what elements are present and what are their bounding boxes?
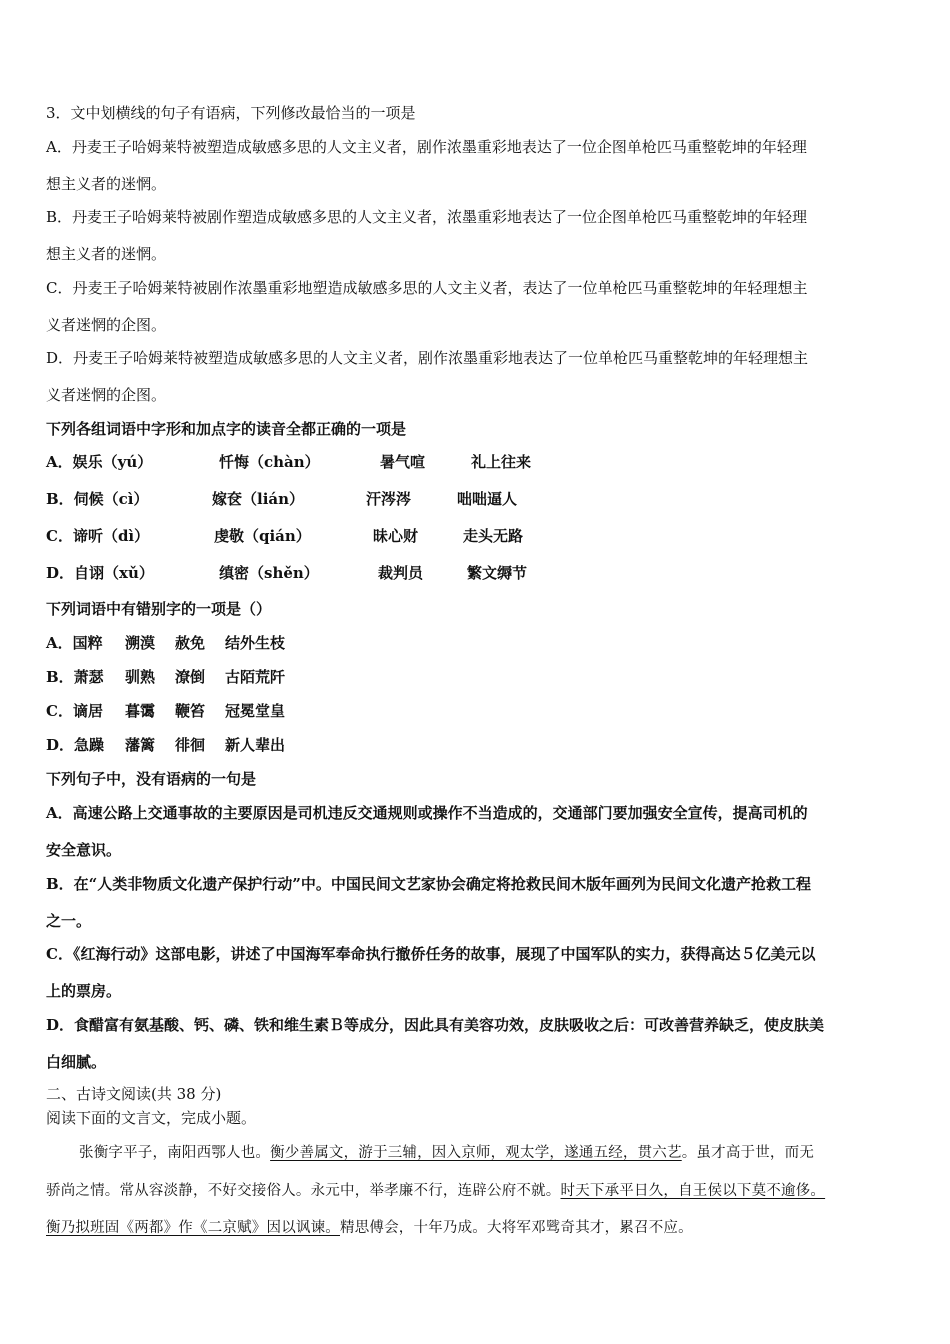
- q5-c-word3: 鞭笞: [175, 702, 206, 720]
- q6-option-b-line2: 之一。: [46, 912, 92, 930]
- q3-option-d-line1: D．丹麦王子哈姆莱特被塑造成敏感多思的人文主义者，剧作浓墨重彩地表达了一位单枪匹马重整乾坤的年轻理想主: [46, 349, 809, 367]
- q5-a-word1: A．国粹: [46, 634, 103, 652]
- q3-option-c-line1: C．丹麦王子哈姆莱特被剧作浓墨重彩地塑造成敏感多思的人文主义者，表达了一位单枪匹马重整乾坤的年轻理想主: [46, 279, 808, 297]
- q6-option-a-line2: 安全意识。: [46, 841, 122, 859]
- q5-c-word1: C．谪居: [46, 702, 103, 720]
- q3-option-d-line2: 义者迷惘的企图。: [46, 386, 167, 404]
- q4-d-word4: 繁文缛节: [467, 564, 528, 582]
- q6-option-d-line1: D．食醋富有氨基酸、钙、磷、铁和维生素Ｂ等成分，因此具有美容功效，皮肤吸收之后：可改善营养缺乏，使皮肤美: [46, 1016, 825, 1034]
- q5-d-word3: 徘徊: [175, 736, 206, 754]
- passage-line-1: [79, 1143, 814, 1163]
- q5-stem: 下列词语中有错别字的一项是（）: [46, 600, 272, 618]
- q5-d-word2: 藩篱: [125, 736, 156, 754]
- q4-c-word1: C．谛听（dì）: [46, 527, 150, 545]
- q3-option-c-line2: 义者迷惘的企图。: [46, 316, 167, 334]
- q6-option-d-line2: 白细腻。: [46, 1053, 107, 1071]
- passage-3b: 精思傅会，十年乃成。大将军邓骘奇其才，累召不应。: [340, 1220, 693, 1236]
- passage-1c: 。虽才高于世，而无: [681, 1145, 815, 1161]
- q3-option-a-line1: A．丹麦王子哈姆莱特被塑造成敏感多思的人文主义者，剧作浓墨重彩地表达了一位企图单枪匹马重整乾坤的年轻理: [46, 138, 807, 156]
- q3-option-b-line1: B．丹麦王子哈姆莱特被剧作塑造成敏感多思的人文主义者，浓墨重彩地表达了一位企图单枪匹马重整乾坤的年轻理: [46, 208, 808, 226]
- q4-d-word3: 裁判员: [378, 564, 424, 582]
- q5-a-word3: 赦免: [175, 634, 206, 652]
- q5-b-word3: 潦倒: [175, 668, 206, 686]
- q5-d-word4: 新人辈出: [225, 736, 286, 754]
- q4-b-word2: 嫁奁（lián）: [212, 490, 305, 508]
- passage-1a: 张衡字平子，南阳西鄂人也。: [79, 1145, 271, 1161]
- q5-c-word2: 暮霭: [125, 702, 156, 720]
- q5-a-word2: 溯漠: [125, 634, 156, 652]
- q6-option-a-line1: A．高速公路上交通事故的主要原因是司机违反交通规则或操作不当造成的，交通部门要加强安全宣传，提高司机的: [46, 804, 808, 822]
- q4-d-word2: 缜密（shěn）: [219, 564, 319, 582]
- q6-option-b-line1: B．在“人类非物质文化遗产保护行动”中。中国民间文艺家协会确定将抢救民间木版年画列为民间文化遗产抢救工程: [46, 875, 811, 893]
- q4-a-word4: 礼上往来: [471, 453, 532, 471]
- q4-d-word1: D．自诩（xǔ）: [46, 564, 154, 582]
- q3-option-b-line2: 想主义者的迷惘。: [46, 245, 167, 263]
- q4-b-word3: 汗涔涔: [366, 490, 412, 508]
- q5-a-word4: 结外生枝: [225, 634, 286, 652]
- q5-c-word4: 冠冕堂皇: [225, 702, 286, 720]
- passage-2a: 骄尚之情。常从容淡静，不好交接俗人。永元中，举孝廉不行，连辟公府不就。: [46, 1183, 561, 1199]
- passage-line-3: [46, 1218, 693, 1238]
- q6-option-c-line2: 上的票房。: [46, 982, 122, 1000]
- q4-a-word2: 忏悔（chàn）: [219, 453, 320, 471]
- q5-b-word1: B．萧瑟: [46, 668, 104, 686]
- section2-instruction: 阅读下面的文言文，完成小题。: [46, 1109, 257, 1127]
- q6-stem: 下列句子中，没有语病的一句是: [46, 770, 257, 788]
- q5-d-word1: D．急躁: [46, 736, 105, 754]
- q5-b-word2: 驯熟: [125, 668, 156, 686]
- q4-c-word4: 走头无路: [463, 527, 524, 545]
- q6-option-c-line1: C．《红海行动》这部电影，讲述了中国海军奉命执行撤侨任务的故事，展现了中国军队的实力，获得高达５亿美元以: [46, 945, 816, 963]
- passage-underlined-2: 时天下承平日久，自王侯以下莫不逾侈。: [560, 1183, 826, 1199]
- section2-heading: 二、古诗文阅读(共 38 分): [46, 1085, 222, 1103]
- q5-b-word4: 古陌荒阡: [225, 668, 286, 686]
- passage-line-2: [46, 1181, 825, 1201]
- q4-stem: 下列各组词语中字形和加点字的读音全都正确的一项是: [46, 420, 407, 438]
- q4-c-word2: 虔敬（qián）: [214, 527, 311, 545]
- q4-b-word1: B．伺候（cì）: [46, 490, 149, 508]
- q4-a-word1: A．娱乐（yú）: [46, 453, 153, 471]
- q3-stem: 3．文中划横线的句子有语病，下列修改最恰当的一项是: [46, 104, 416, 122]
- passage-underlined-3: 衡乃拟班固《两都》作《二京赋》因以讽谏。: [46, 1220, 340, 1236]
- q3-option-a-line2: 想主义者的迷惘。: [46, 175, 167, 193]
- q4-c-word3: 昧心财: [373, 527, 419, 545]
- passage-underlined-1: 衡少善属文，游于三辅，因入京师，观太学，遂通五经，贯六艺: [270, 1145, 682, 1161]
- q4-a-word3: 暑气喧: [380, 453, 426, 471]
- q4-b-word4: 咄咄逼人: [457, 490, 518, 508]
